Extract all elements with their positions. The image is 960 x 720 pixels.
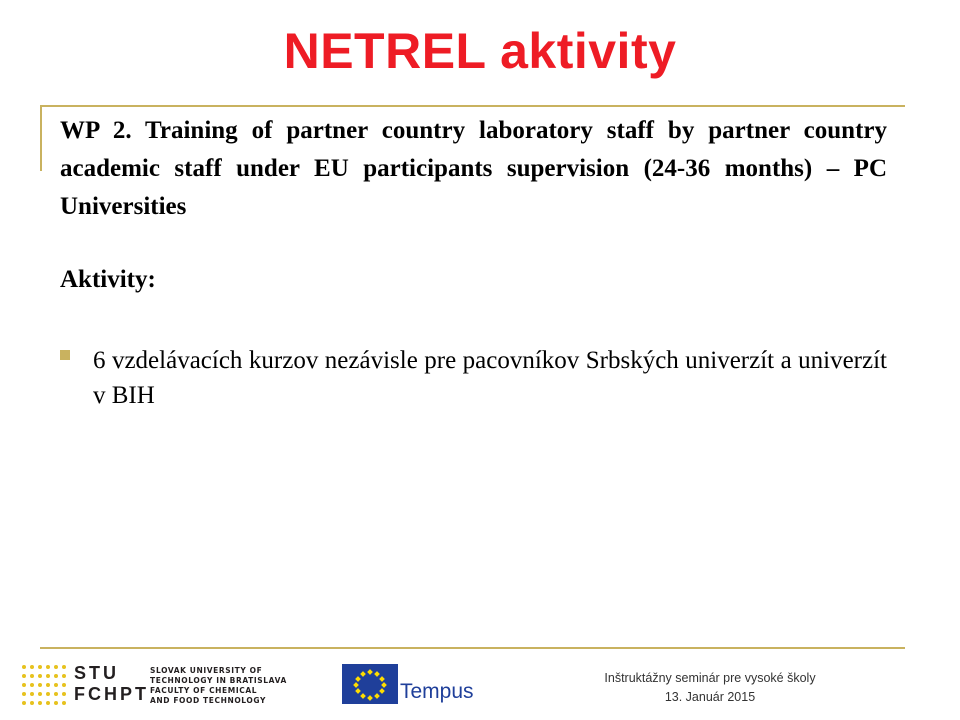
eu-flag-icon bbox=[342, 664, 398, 704]
left-divider bbox=[40, 105, 42, 171]
footer-line-2: 13. Január 2015 bbox=[664, 690, 756, 704]
footer-line-1: Inštruktážny seminár pre vysoké školy bbox=[604, 671, 816, 685]
bullet-text: 6 vzdelávacích kurzov nezávisle pre pacovníkov Srbských univerzít a univerzít v BIH bbox=[93, 347, 887, 409]
stu-abbr-line-1: STU bbox=[74, 663, 119, 683]
tempus-logo-text: Tempus bbox=[400, 680, 474, 703]
square-bullet-icon bbox=[60, 350, 70, 360]
stu-abbr-line-2: FCHPT bbox=[74, 684, 149, 704]
stu-name-line-4: AND FOOD TECHNOLOGY bbox=[150, 696, 267, 705]
stu-name-line-3: FACULTY OF CHEMICAL bbox=[150, 686, 258, 695]
list-item bbox=[60, 343, 887, 413]
stu-name-line-1: SLOVAK UNIVERSITY OF bbox=[150, 666, 263, 675]
top-divider bbox=[40, 105, 905, 107]
bottom-divider bbox=[40, 647, 905, 649]
stu-fchpt-logo bbox=[22, 663, 302, 709]
footer bbox=[560, 669, 860, 707]
stu-full-name bbox=[150, 666, 310, 706]
wp-description: WP 2. Training of partner country laboratory staff by partner country academic staff under EU participants supervision (24-36 months) – PC Universities bbox=[60, 117, 887, 220]
dot-grid-logo-icon bbox=[22, 665, 70, 705]
stu-abbreviation bbox=[74, 663, 149, 705]
slide-title: NETREL aktivity bbox=[283, 23, 677, 79]
section-heading: Aktivity: bbox=[60, 266, 156, 293]
stu-name-line-2: TECHNOLOGY IN BRATISLAVA bbox=[150, 676, 287, 685]
